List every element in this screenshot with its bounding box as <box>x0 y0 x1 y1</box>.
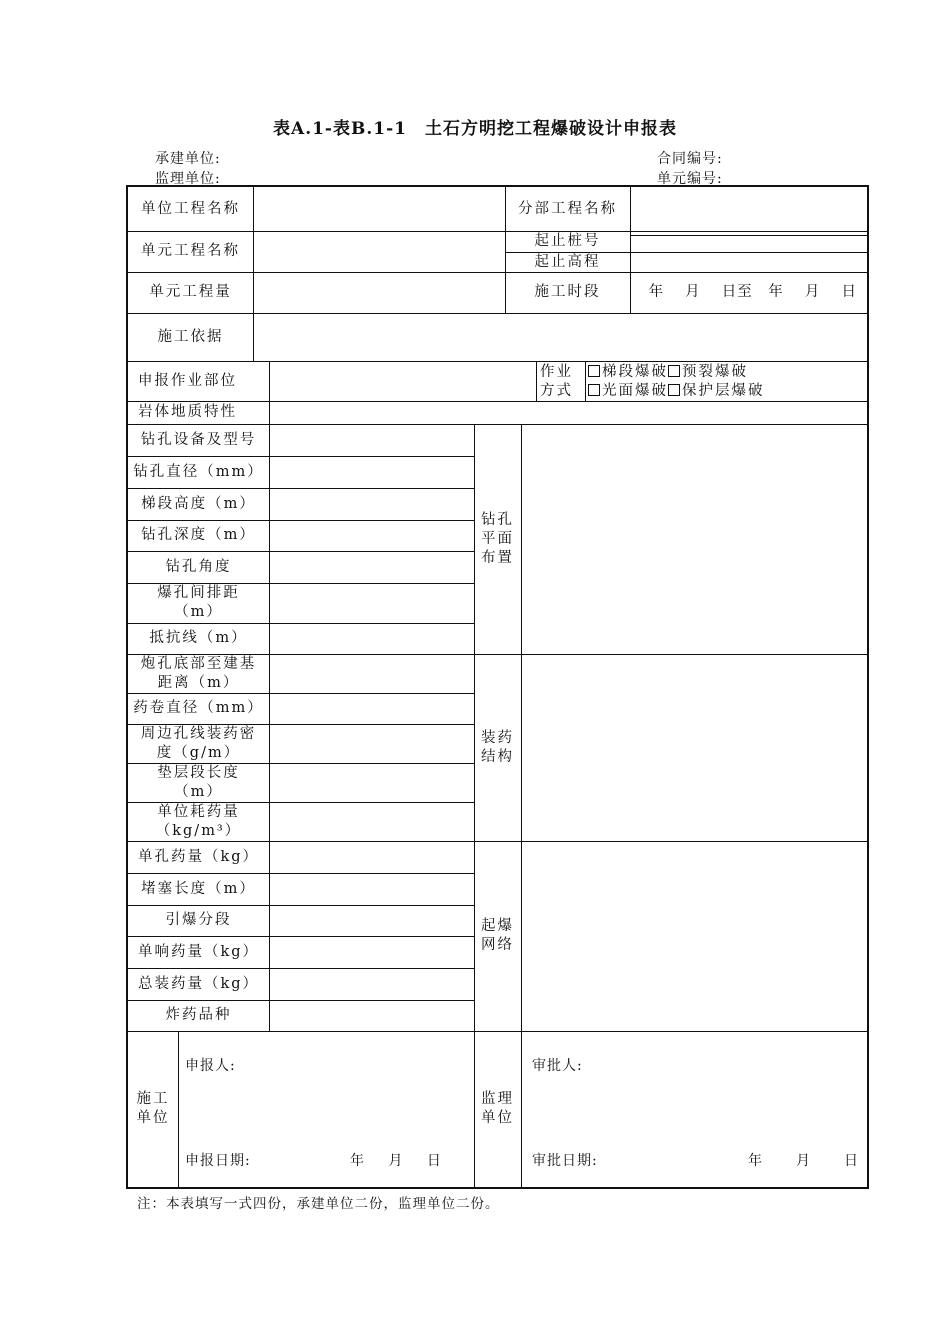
protective-layer-blasting-checkbox[interactable] <box>668 384 680 396</box>
presplit-blasting-checkbox[interactable] <box>668 365 680 377</box>
label-bench-height: 梯段高度（m） <box>141 495 256 512</box>
label-drill-equipment: 钻孔设备及型号 <box>140 431 257 448</box>
unit-number-label: 单元编号: <box>657 171 723 187</box>
label-drill-layout: 钻孔 平面 布置 <box>481 511 514 566</box>
label-rock-geology: 岩体地质特性 <box>138 404 237 420</box>
application-form-table <box>126 185 869 1189</box>
label-supervision-unit: 监理 单位 <box>481 1091 514 1126</box>
reporter-label: 申报人: <box>185 1058 236 1074</box>
label-perimeter-charge-density: 周边孔线装药密 度（g/m） <box>140 725 257 761</box>
detonation-network-drawing-area[interactable] <box>522 841 867 1031</box>
division-project-name-field[interactable] <box>631 187 867 231</box>
approver-label: 审批人: <box>532 1058 583 1074</box>
label-charge-per-hole: 单孔药量（kg） <box>137 848 260 865</box>
label-total-charge: 总装药量（kg） <box>137 975 260 992</box>
label-start-end-stake: 起止桩号 <box>534 233 601 249</box>
label-drill-angle: 钻孔角度 <box>165 558 232 575</box>
label-method-1: 作业 <box>540 364 573 380</box>
smooth-blasting-label: 光面爆破 <box>602 383 668 399</box>
label-construction-period: 施工时段 <box>534 284 601 300</box>
start-end-elevation-field[interactable] <box>631 252 867 272</box>
label-report-location: 申报作业部位 <box>138 372 237 389</box>
label-charge-per-delay: 单响药量（kg） <box>137 943 260 960</box>
label-start-end-elevation: 起止高程 <box>534 253 601 270</box>
contract-number-label: 合同编号: <box>657 151 723 167</box>
contractor-label: 承建单位: <box>155 151 221 167</box>
label-drill-diameter: 钻孔直径（mm） <box>133 463 264 480</box>
label-unit-project-name: 单位工程名称 <box>141 200 240 217</box>
label-explosive-type: 炸药品种 <box>165 1007 232 1023</box>
label-powder-factor: 单位耗药量 （kg/m³） <box>155 803 242 839</box>
smooth-blasting-checkbox[interactable] <box>588 384 600 396</box>
element-project-name-field[interactable] <box>254 231 505 272</box>
approve-date-value[interactable]: 年 月 日 <box>748 1153 860 1169</box>
construction-period-field[interactable]: 年 月 日至 年 月 日 <box>648 284 857 300</box>
presplit-blasting-label: 预裂爆破 <box>682 364 748 380</box>
method-options-row2 <box>588 382 765 401</box>
start-end-stake-field[interactable] <box>631 231 867 252</box>
rock-geology-field[interactable] <box>270 401 867 424</box>
report-location-field[interactable] <box>270 361 536 401</box>
label-drill-depth: 钻孔深度（m） <box>141 527 256 543</box>
label-method-2: 方式 <box>540 383 573 399</box>
charge-structure-drawing-area[interactable] <box>522 654 867 841</box>
label-cartridge-diameter: 药卷直径（mm） <box>133 700 264 716</box>
footnote: 注：本表填写一式四份，承建单位二份，监理单位二份。 <box>137 1196 500 1212</box>
label-element-quantity: 单元工程量 <box>149 284 232 300</box>
report-date-value[interactable]: 年 月 日 <box>350 1153 443 1169</box>
element-quantity-field[interactable] <box>254 272 505 313</box>
label-stemming-length: 堵塞长度（m） <box>141 880 256 897</box>
label-element-project-name: 单元工程名称 <box>141 243 240 259</box>
unit-project-name-field[interactable] <box>254 187 505 231</box>
label-detonation-network: 起爆 网络 <box>481 918 514 953</box>
label-charge-structure: 装药 结构 <box>481 729 514 765</box>
label-hole-spacing: 爆孔间排距 （m） <box>157 585 240 620</box>
label-hole-bottom-distance: 炮孔底部至建基 距离（m） <box>140 655 257 691</box>
report-date-label: 申报日期: <box>185 1153 251 1169</box>
label-construction-basis: 施工依据 <box>157 328 224 345</box>
protective-layer-blasting-label: 保护层爆破 <box>682 383 765 399</box>
construction-basis-field[interactable] <box>254 313 867 361</box>
label-division-project-name: 分部工程名称 <box>518 200 617 217</box>
drill-layout-drawing-area[interactable] <box>522 424 867 654</box>
bench-blasting-label: 梯段爆破 <box>602 364 668 380</box>
label-burden: 抵抗线（m） <box>149 630 248 646</box>
form-title: 表A.1-表B.1-1 土石方明挖工程爆破设计申报表 <box>273 119 677 139</box>
label-cushion-length: 垫层段长度 （m） <box>157 764 240 800</box>
bench-blasting-checkbox[interactable] <box>588 365 600 377</box>
supervisor-label: 监理单位: <box>155 171 221 187</box>
approve-date-label: 审批日期: <box>532 1153 598 1169</box>
label-construction-unit: 施工 单位 <box>136 1091 170 1126</box>
method-options-row1 <box>588 363 748 382</box>
label-initiation-sequence: 引爆分段 <box>165 912 232 928</box>
